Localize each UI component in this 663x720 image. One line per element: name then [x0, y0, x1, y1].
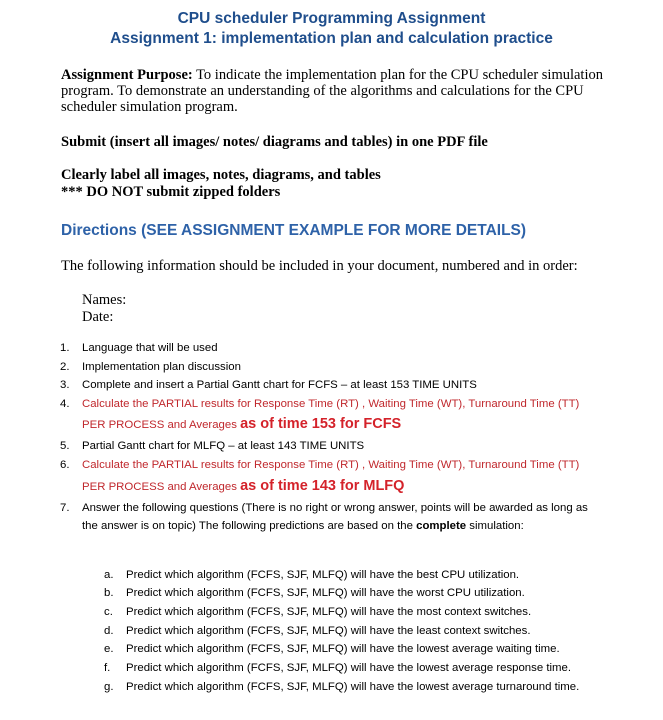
- submit-instruction: Submit (insert all images/ notes/ diagrams and tables) in one PDF file: [61, 134, 488, 150]
- names-label: Names:: [82, 292, 127, 308]
- directions-heading: Directions (SEE ASSIGNMENT EXAMPLE FOR MORE DETAILS): [61, 222, 527, 239]
- mlfq-time-emphasis: as of time 143 for MLFQ: [240, 478, 405, 494]
- document-title: CPU scheduler Programming Assignment: [177, 10, 486, 27]
- fcfs-time-emphasis: as of time 153 for FCFS: [240, 416, 402, 432]
- purpose-line-3: scheduler simulation program.: [61, 99, 238, 115]
- date-label: Date:: [82, 309, 114, 325]
- purpose-line-1: To indicate the implementation plan for the CPU scheduler simulation: [192, 67, 603, 83]
- document-subtitle: Assignment 1: implementation plan and calculation practice: [110, 30, 553, 47]
- purpose-line-2: program. To demonstrate an understanding of the algorithms and calculations for the CPU: [61, 83, 584, 99]
- purpose-label: Assignment Purpose:: [61, 67, 193, 83]
- zip-warning: *** DO NOT submit zipped folders: [61, 184, 281, 200]
- directions-intro: The following information should be included in your document, numbered and in order:: [61, 258, 578, 274]
- label-instruction: Clearly label all images, notes, diagrams, and tables: [61, 167, 381, 183]
- purpose-paragraph: [61, 67, 631, 115]
